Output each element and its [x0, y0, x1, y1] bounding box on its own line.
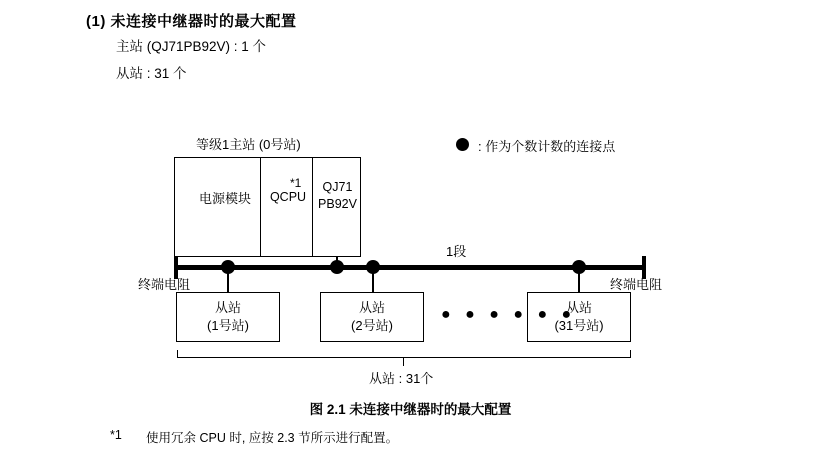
segment-label: 1段 [446, 244, 467, 259]
terminal-resistor-right-label: 终端电阻 [610, 277, 663, 292]
slave-drop-line [372, 270, 374, 292]
module-divider-1 [260, 157, 261, 257]
brace-label: 从站 : 31个 [369, 371, 434, 386]
footnote-mark: *1 [110, 428, 122, 442]
spec-master-count: 主站 (QJ71PB92V) : 1 个 [116, 39, 267, 54]
power-module-label: 电源模块 [198, 191, 251, 206]
ellipsis-dots: ● ● ● ● ● ● [441, 306, 577, 323]
connection-point-dot [330, 260, 344, 274]
slave-station-box [176, 292, 280, 342]
brace-tick-left [177, 350, 178, 358]
slave-drop-line [578, 270, 580, 292]
master-station-label: 等级1主站 (0号站) [196, 137, 301, 152]
page-title: (1) 未连接中继器时的最大配置 [86, 13, 297, 30]
slave-station-name: 从站 [565, 300, 592, 315]
slave-station-number: (1号站) [207, 318, 249, 333]
slave-station-number: (31号站) [554, 318, 604, 333]
brace-horizontal [177, 357, 631, 358]
network-module-label-line1: QJ71 [322, 180, 353, 194]
slave-station-name: 从站 [358, 300, 385, 315]
figure-caption: 图 2.1 未连接中继器时的最大配置 [309, 402, 512, 417]
slave-station-name: 从站 [214, 300, 241, 315]
footnote-marker-1: *1 [290, 176, 302, 190]
slave-station-number: (2号站) [351, 318, 393, 333]
brace-tick-right [630, 350, 631, 358]
module-divider-2 [312, 157, 313, 257]
slave-station-box [320, 292, 424, 342]
slave-drop-line [227, 270, 229, 292]
qcpu-label: QCPU [269, 190, 307, 204]
terminal-resistor-left-label: 终端电阻 [138, 277, 191, 292]
legend-dot-icon [456, 138, 469, 151]
network-module-label [314, 179, 361, 213]
brace-stem [403, 357, 404, 366]
spec-slave-count: 从站 : 31 个 [116, 66, 187, 81]
footnote-text: 使用冗余 CPU 时, 应按 2.3 节所示进行配置。 [146, 431, 399, 445]
network-module-label-line2: PB92V [318, 197, 357, 211]
legend-label: : 作为个数计数的连接点 [478, 139, 616, 154]
